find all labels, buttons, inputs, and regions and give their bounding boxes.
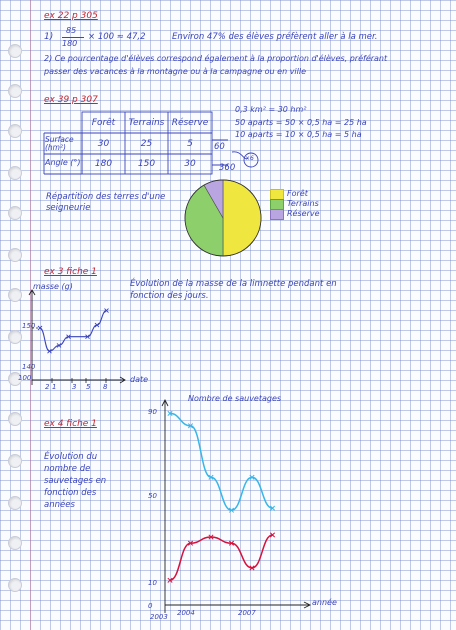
calc-line1: 0,3 km² = 30 hm²	[235, 105, 307, 114]
chart3-tick-x-2004: 2004	[177, 609, 195, 617]
chart2-xlabel: date	[130, 375, 149, 384]
chart3-description: Évolution du nombre de sauvetages en fonction des années	[44, 452, 107, 510]
chart3-series-cyan-line	[170, 413, 273, 510]
cell-surface-foret: 30	[97, 139, 110, 149]
calc-line2: 50 aparts = 50 × 0,5 ha = 25 ha	[235, 118, 367, 127]
chart2-ylabel: masse (g)	[33, 282, 73, 291]
chart2-tick-y-140: 140	[22, 363, 36, 371]
table-header-reserve: Réserve	[171, 118, 209, 128]
chart3-ylabel: Nombre de sauvetages	[188, 394, 282, 403]
multiplier-label: ×6	[245, 155, 254, 162]
cell-angle-terrains: 150	[137, 159, 156, 169]
q2-line2: passer des vacances à la montagne ou à la campagne ou en ville	[44, 67, 307, 76]
calc-line3: 10 aparts = 10 × 0,5 ha = 5 ha	[235, 130, 362, 139]
section2-title: ex 39 p 307	[44, 95, 98, 105]
row-label-surface: Surface (hm²)	[45, 135, 74, 152]
section3-title: ex 3 fiche 1	[44, 267, 97, 277]
chart3-tick-y-50: 50	[148, 492, 157, 500]
cell-surface-reserve: 5	[187, 139, 193, 149]
cell-surface-terrains: 25	[140, 139, 153, 149]
q1-fraction-numerator: 85	[66, 26, 77, 35]
chart2-tick-x-5: 5	[86, 383, 91, 391]
chart2-tick-y-150: 150	[22, 322, 36, 330]
chart3-tick-x-2007: 2007	[238, 609, 256, 617]
pie-caption: Répartition des terres d'une seigneurie	[46, 192, 166, 214]
chart2-tick-y-100: 100	[18, 374, 32, 382]
chart3-tick-x-2003: 2003	[150, 613, 168, 621]
chart2-tick-x-8: 8	[103, 383, 108, 391]
chart3-tick-y-90: 90	[148, 408, 157, 416]
section4-title: ex 4 fiche 1	[44, 419, 97, 429]
chart2-tick-x-1: 1	[52, 383, 57, 391]
chart3-tick-y-0: 0	[148, 602, 153, 610]
legend-reserve: Réserve	[287, 209, 320, 218]
chart2-description: Évolution de la masse de la limnette pendant en fonction des jours.	[130, 279, 337, 302]
q2-line1: 2) Ce pourcentage d'élèves correspond également à la proportion d'élèves, préférant	[44, 54, 388, 63]
q1-expression: × 100 ≈ 47,2	[88, 32, 146, 42]
q1-fraction-denominator: 180	[62, 39, 78, 48]
chart3-tick-y-10: 10	[148, 579, 157, 587]
row-label-angle: Angle (°)	[45, 158, 81, 167]
total-surface: 60	[214, 142, 225, 152]
q1-prefix: 1)	[44, 32, 54, 42]
cell-angle-foret: 180	[94, 159, 113, 169]
legend-foret: Forêt	[287, 189, 308, 198]
legend-terrains: Terrains	[287, 199, 319, 208]
chart3-series-red-line	[170, 535, 273, 580]
section1-title: ex 22 p 305	[44, 11, 98, 21]
chart3-xlabel: année	[312, 598, 337, 607]
chart2-tick-x-origin: 2	[45, 383, 50, 391]
cell-angle-reserve: 30	[184, 159, 196, 169]
total-angle: 360	[219, 163, 236, 173]
table-header-foret: Forêt	[91, 118, 116, 128]
chart2-tick-x-3: 3	[72, 383, 77, 391]
q1-answer: Environ 47% des élèves préfèrent aller à la mer.	[172, 32, 378, 42]
table-header-terrains: Terrains	[128, 118, 165, 128]
